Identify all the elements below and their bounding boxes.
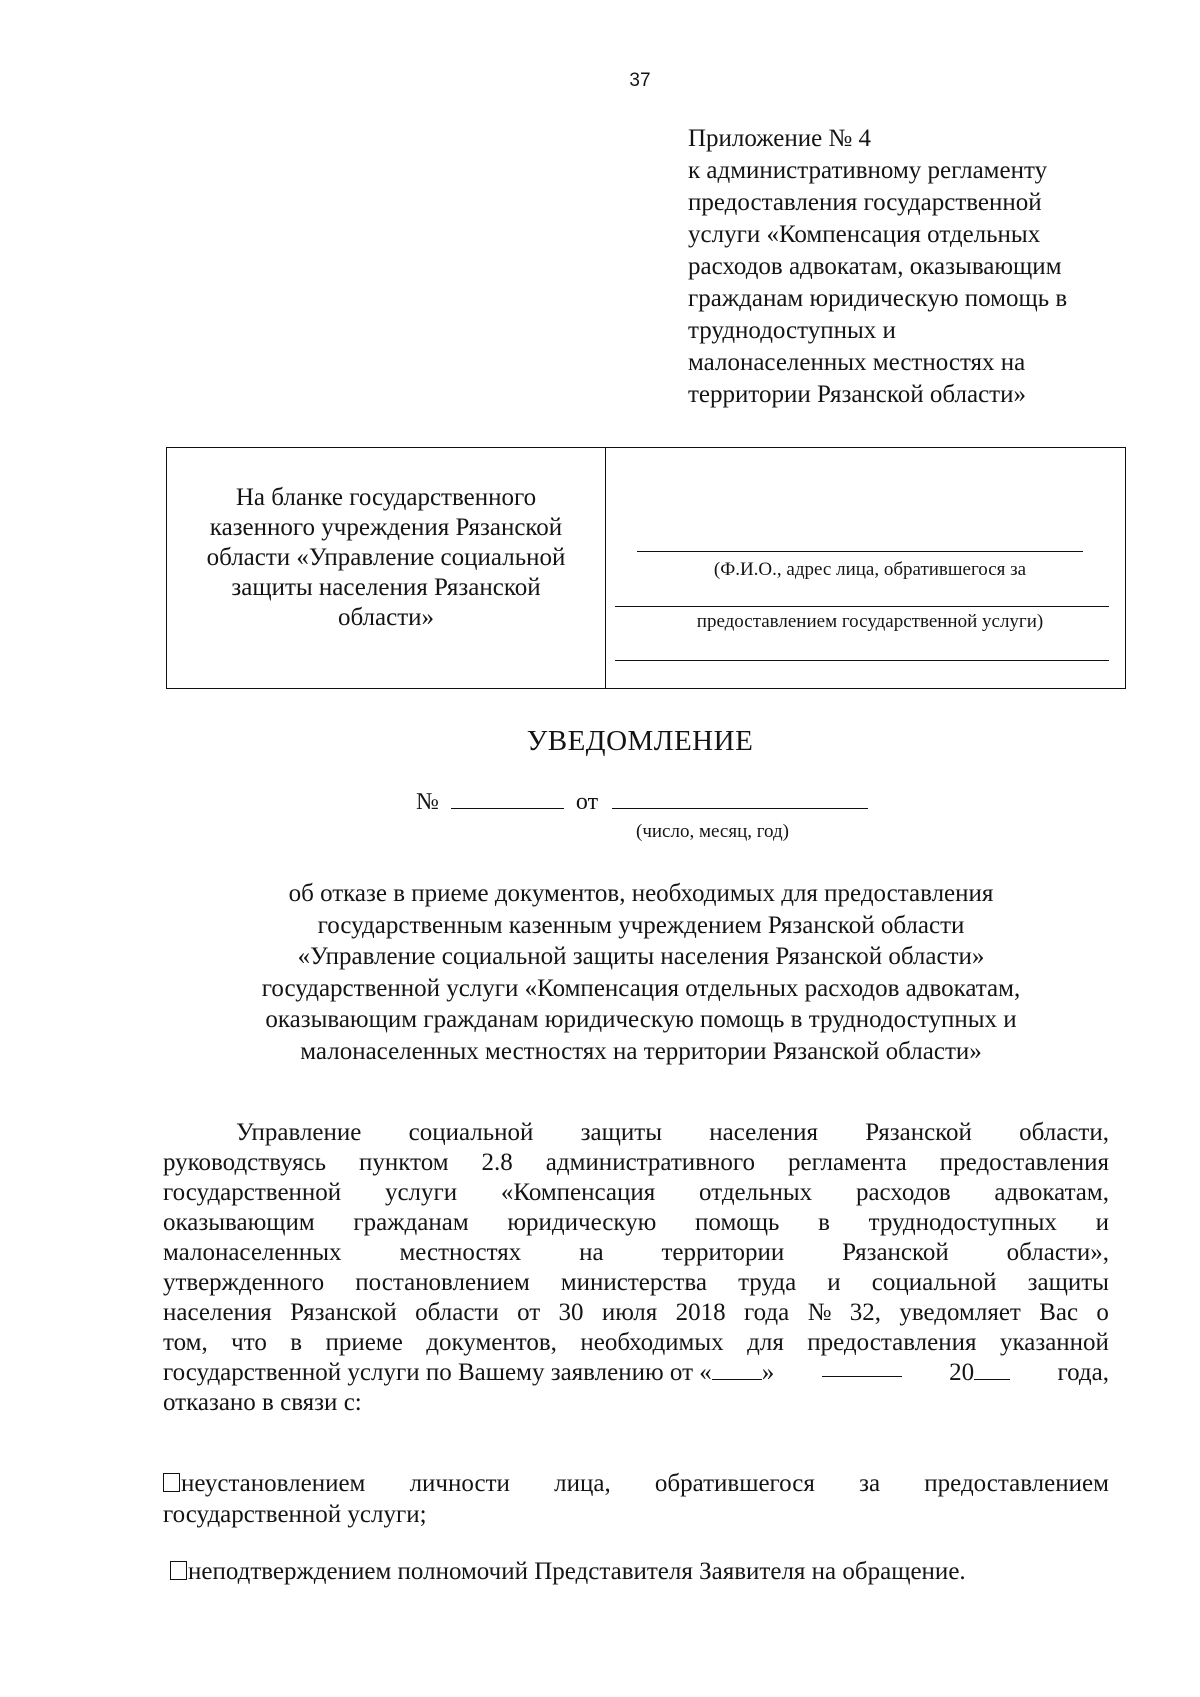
body-word: июля — [601, 1299, 658, 1326]
body-word: на — [579, 1239, 604, 1266]
body-word: документов, — [426, 1329, 557, 1356]
appendix-line: Приложение № 4 — [688, 125, 872, 152]
application-date-group — [163, 1358, 774, 1388]
body-word: и — [1095, 1209, 1109, 1236]
body-word: гражданам — [353, 1209, 469, 1236]
body-word: расходов — [855, 1179, 951, 1206]
body-line — [163, 1238, 1109, 1268]
body-word: социальной — [408, 1119, 534, 1146]
body-word: области — [415, 1299, 499, 1326]
body-word: 32, — [849, 1299, 882, 1326]
body-word: регламента — [787, 1149, 907, 1176]
recipient-caption-1: (Ф.И.О., адрес лица, обратившегося за — [713, 559, 1027, 580]
letterhead-line: казенного учреждения Рязанской — [209, 514, 563, 541]
option-text: предоставлением — [924, 1470, 1109, 1497]
table-divider — [605, 448, 606, 688]
body-word: Рязанской — [865, 1119, 972, 1146]
date-blank — [612, 788, 868, 809]
body-word: отдельных — [699, 1179, 813, 1206]
appendix-block — [688, 123, 1067, 411]
body-word: труднодоступных — [868, 1209, 1057, 1236]
letterhead-line: защиты населения Рязанской — [231, 574, 541, 601]
option-text: личности — [409, 1470, 510, 1497]
appendix-line: территории Рязанской области» — [688, 381, 1026, 408]
body-line — [163, 1178, 1109, 1208]
from-label: от — [575, 789, 599, 815]
appendix-line: гражданам юридическую помощь в — [688, 285, 1068, 312]
body-word: населения — [163, 1299, 272, 1326]
body-word: № — [807, 1299, 832, 1326]
appendix-line: расходов адвокатам, оказывающим — [688, 253, 1062, 280]
body-text: 20 — [949, 1359, 975, 1386]
body-word: пунктом — [359, 1149, 449, 1176]
body-word: необходимых — [580, 1329, 724, 1356]
body-word: о — [1096, 1299, 1109, 1326]
body-text: государственной услуги по Вашему заявлению от « — [163, 1359, 712, 1386]
body-word: утвержденного — [163, 1269, 325, 1296]
body-word: малонаселенных — [163, 1239, 342, 1266]
body-word: от — [517, 1299, 541, 1326]
header-table — [166, 447, 1126, 689]
option-text: за — [859, 1470, 881, 1497]
body-word: 2.8 — [481, 1149, 513, 1176]
body-word: оказывающим — [163, 1209, 315, 1236]
body-word: постановлением — [355, 1269, 530, 1296]
appendix-line: малонаселенных местностях на — [688, 349, 1026, 376]
day-blank — [712, 1361, 762, 1380]
option-text: неподтверждением полномочий Представителя Заявителя на обращение. — [188, 1558, 966, 1585]
number-blank — [451, 788, 564, 809]
body-word: в — [290, 1329, 303, 1356]
refusal-option-authority — [170, 1556, 966, 1587]
body-line — [163, 1118, 1109, 1148]
notice-body — [163, 1118, 1109, 1418]
option-text: лица, — [554, 1470, 611, 1497]
body-word: Рязанской — [842, 1239, 949, 1266]
body-word: услуги — [384, 1179, 458, 1206]
subject-line: государственным казенным учреждением Рязанской области — [317, 911, 965, 939]
body-word: указанной — [999, 1329, 1109, 1356]
body-word: местностях — [399, 1239, 522, 1266]
body-word: Рязанской — [290, 1299, 397, 1326]
body-word: 2018 — [675, 1299, 726, 1326]
option-text: неустановлением — [181, 1470, 366, 1497]
recipient-address-line — [615, 606, 1109, 607]
body-word: помощь — [695, 1209, 780, 1236]
body-word: что — [231, 1329, 267, 1356]
option-first-word — [163, 1468, 365, 1499]
subject-line: «Управление социальной защиты населения Рязанской области» — [297, 943, 985, 970]
body-word: юридическую — [507, 1209, 657, 1236]
body-word: социальной — [871, 1269, 997, 1296]
body-word: 30 — [558, 1299, 584, 1326]
body-word: населения — [709, 1119, 819, 1146]
body-word: предоставления — [939, 1149, 1109, 1176]
subject-line: малонаселенных местностях на территории Рязанской области» — [300, 1037, 982, 1065]
appendix-line: предоставления государственной — [688, 189, 1042, 216]
body-word: «Компенсация — [500, 1179, 656, 1206]
date-caption: (число, месяц, год) — [636, 821, 790, 842]
body-word: для — [747, 1329, 784, 1356]
body-line — [163, 1148, 1109, 1178]
body-word: уведомляет — [899, 1299, 1021, 1326]
body-word: государственной — [163, 1179, 342, 1206]
body-word: области, — [1019, 1119, 1109, 1146]
body-word: министерства — [560, 1269, 707, 1296]
appendix-line: услуги «Компенсация отдельных — [688, 221, 1041, 248]
appendix-line: к административному регламенту — [688, 157, 1048, 184]
recipient-caption-2: предоставлением государственной услуги) — [696, 611, 1044, 632]
notice-number-line — [416, 788, 868, 816]
body-word: защиты — [1027, 1269, 1109, 1296]
letterhead-line: области «Управление социальной — [206, 544, 566, 571]
body-line: отказано в связи с: — [163, 1389, 362, 1416]
body-word: руководствуясь — [163, 1149, 327, 1176]
refusal-option-identity — [163, 1468, 1109, 1530]
body-word: Вас — [1039, 1299, 1079, 1326]
body-text: » — [761, 1359, 775, 1386]
option-line — [163, 1468, 1109, 1499]
body-line — [163, 1328, 1109, 1358]
checkbox-authority[interactable] — [170, 1561, 187, 1580]
subject-line: об отказе в приеме документов, необходимых для предоставления — [288, 880, 994, 907]
notice-title: УВЕДОМЛЕНИЕ — [526, 725, 754, 757]
body-word: адвокатам, — [994, 1179, 1109, 1206]
body-line-application-date — [163, 1358, 1109, 1388]
body-word: том, — [163, 1329, 208, 1356]
body-text: года, — [1057, 1359, 1109, 1386]
body-word: территории — [661, 1239, 785, 1266]
recipient-name-line — [637, 551, 1083, 552]
recipient-extra-line — [615, 660, 1109, 661]
option-line: государственной услуги; — [163, 1501, 427, 1528]
subject-line: оказывающим гражданам юридическую помощь в труднодоступных и — [265, 1006, 1017, 1033]
year-group — [949, 1358, 1010, 1388]
page-number: 37 — [629, 70, 651, 91]
body-word: и — [827, 1269, 841, 1296]
body-word: приеме — [325, 1329, 403, 1356]
appendix-line: труднодоступных и — [688, 317, 896, 344]
body-word: в — [818, 1209, 830, 1236]
notice-subject — [0, 878, 1200, 1067]
body-line — [163, 1268, 1109, 1298]
body-word: области», — [1006, 1239, 1109, 1266]
checkbox-identity[interactable] — [163, 1473, 180, 1492]
letterhead-note — [167, 483, 605, 633]
body-word: предоставления — [807, 1329, 977, 1356]
body-line — [163, 1208, 1109, 1238]
subject-line: государственной услуги «Компенсация отдельных расходов адвокатам, — [261, 974, 1021, 1002]
letterhead-line: области» — [337, 604, 435, 631]
year-blank — [974, 1361, 1010, 1380]
number-label: № — [416, 789, 439, 815]
body-word: административного — [545, 1149, 755, 1176]
letterhead-line: На бланке государственного — [235, 484, 537, 511]
body-word: Управление — [236, 1119, 362, 1146]
month-blank — [822, 1358, 902, 1377]
body-word: защиты — [580, 1119, 662, 1146]
body-word: труда — [738, 1269, 797, 1296]
body-line — [163, 1298, 1109, 1328]
body-word: года — [743, 1299, 790, 1326]
option-text: обратившегося — [654, 1470, 815, 1497]
